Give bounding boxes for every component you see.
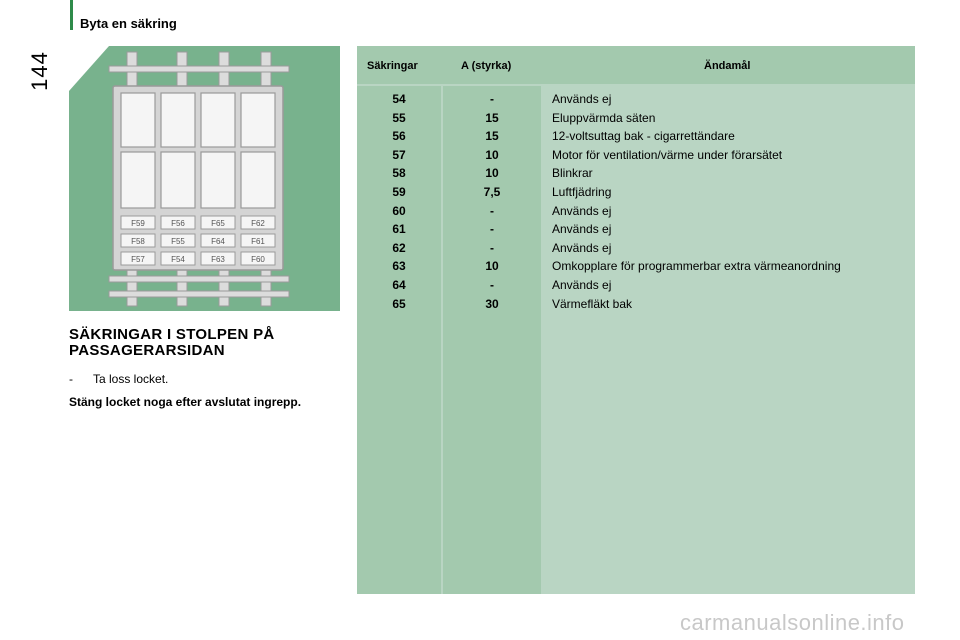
cell-fuse-number: 57 [392,147,406,162]
small-fuse-label: F54 [171,255,185,264]
section-heading: SÄKRINGAR I STOLPEN PÅ PASSAGERARSIDAN [69,326,275,359]
cut-corner [69,46,109,91]
table-row [357,222,915,240]
table-row [357,241,915,259]
section-accent-bar [70,0,73,30]
fuse-table [357,46,915,594]
instruction-note: Stäng locket noga efter avslutat ingrepp. [69,395,302,409]
cell-amperage: 10 [485,166,499,181]
small-fuse-label: F65 [211,219,225,228]
page-number: 144 [26,51,52,91]
step-dash: - [69,372,73,386]
page-number-container [26,48,58,91]
table-row [357,92,915,110]
cell-fuse-number: 55 [392,110,406,125]
small-fuse-label: F56 [171,219,185,228]
cell-fuse-number: 61 [392,222,406,237]
cell-purpose: Eluppvärmda säten [552,110,656,125]
small-fuse-label: F60 [251,255,265,264]
fuse-box-illustration [69,46,340,311]
cell-purpose: Används ej [552,278,612,292]
cell-amperage: - [490,222,494,237]
section-title: Byta en säkring [80,16,177,31]
header-purpose: Ändamål [704,60,751,72]
cell-fuse-number: 64 [392,278,406,292]
table-row [357,297,915,315]
cell-amperage: - [490,240,494,255]
header-amp: A (styrka) [461,60,512,72]
cell-purpose: Motor för ventilation/värme under förarsätet [552,147,783,162]
table-row [357,204,915,222]
cell-amperage: - [490,203,494,218]
small-fuse-label: F58 [131,237,145,246]
small-fuse-label: F61 [251,237,265,246]
table-row [357,148,915,166]
cell-amperage: 7,5 [483,185,501,199]
cell-amperage: 10 [485,147,499,162]
small-fuse-label: F62 [251,219,265,228]
cell-fuse-number: 63 [392,259,406,274]
header-fuse: Säkringar [367,60,418,72]
table-row [357,166,915,184]
cell-fuse-number: 60 [392,203,406,218]
small-fuse-label: F55 [171,237,185,246]
table-row [357,185,915,203]
cell-amperage: - [490,92,494,106]
table-header [357,46,915,84]
cell-amperage: 15 [485,110,499,125]
cell-fuse-number: 56 [392,129,406,144]
cell-amperage: 30 [485,296,499,311]
watermark-carmanualsonline: carmanualsonline.info [680,610,905,635]
cell-fuse-number: 58 [392,166,406,181]
table-row [357,278,915,296]
cell-purpose: Används ej [552,222,612,237]
cell-purpose: Värmefläkt bak [552,296,633,311]
cell-fuse-number: 54 [392,92,406,106]
cell-purpose: 12-voltsuttag bak - cigarrettändare [552,129,735,144]
cell-purpose: Luftfjädring [552,185,612,199]
small-fuse-label: F63 [211,255,225,264]
cell-purpose: Omkopplare för programmerbar extra värmeanordning [552,259,841,274]
small-fuse-label: F59 [131,219,145,228]
table-row [357,111,915,129]
table-row [357,129,915,147]
cell-purpose: Används ej [552,240,612,255]
small-fuse-label: F64 [211,237,225,246]
cell-purpose: Blinkrar [552,166,593,181]
cell-purpose: Används ej [552,203,612,218]
cell-amperage: - [490,278,494,292]
instruction-step [69,372,168,386]
cell-fuse-number: 59 [392,185,406,199]
cell-fuse-number: 65 [392,296,406,311]
cell-amperage: 10 [485,259,499,274]
table-row [357,259,915,277]
small-fuse-label: F57 [131,255,145,264]
cell-amperage: 15 [485,129,499,144]
cell-purpose: Används ej [552,92,612,106]
step-text: Ta loss locket. [93,372,169,386]
fuse-box-drawing [69,46,340,311]
cell-fuse-number: 62 [392,240,406,255]
